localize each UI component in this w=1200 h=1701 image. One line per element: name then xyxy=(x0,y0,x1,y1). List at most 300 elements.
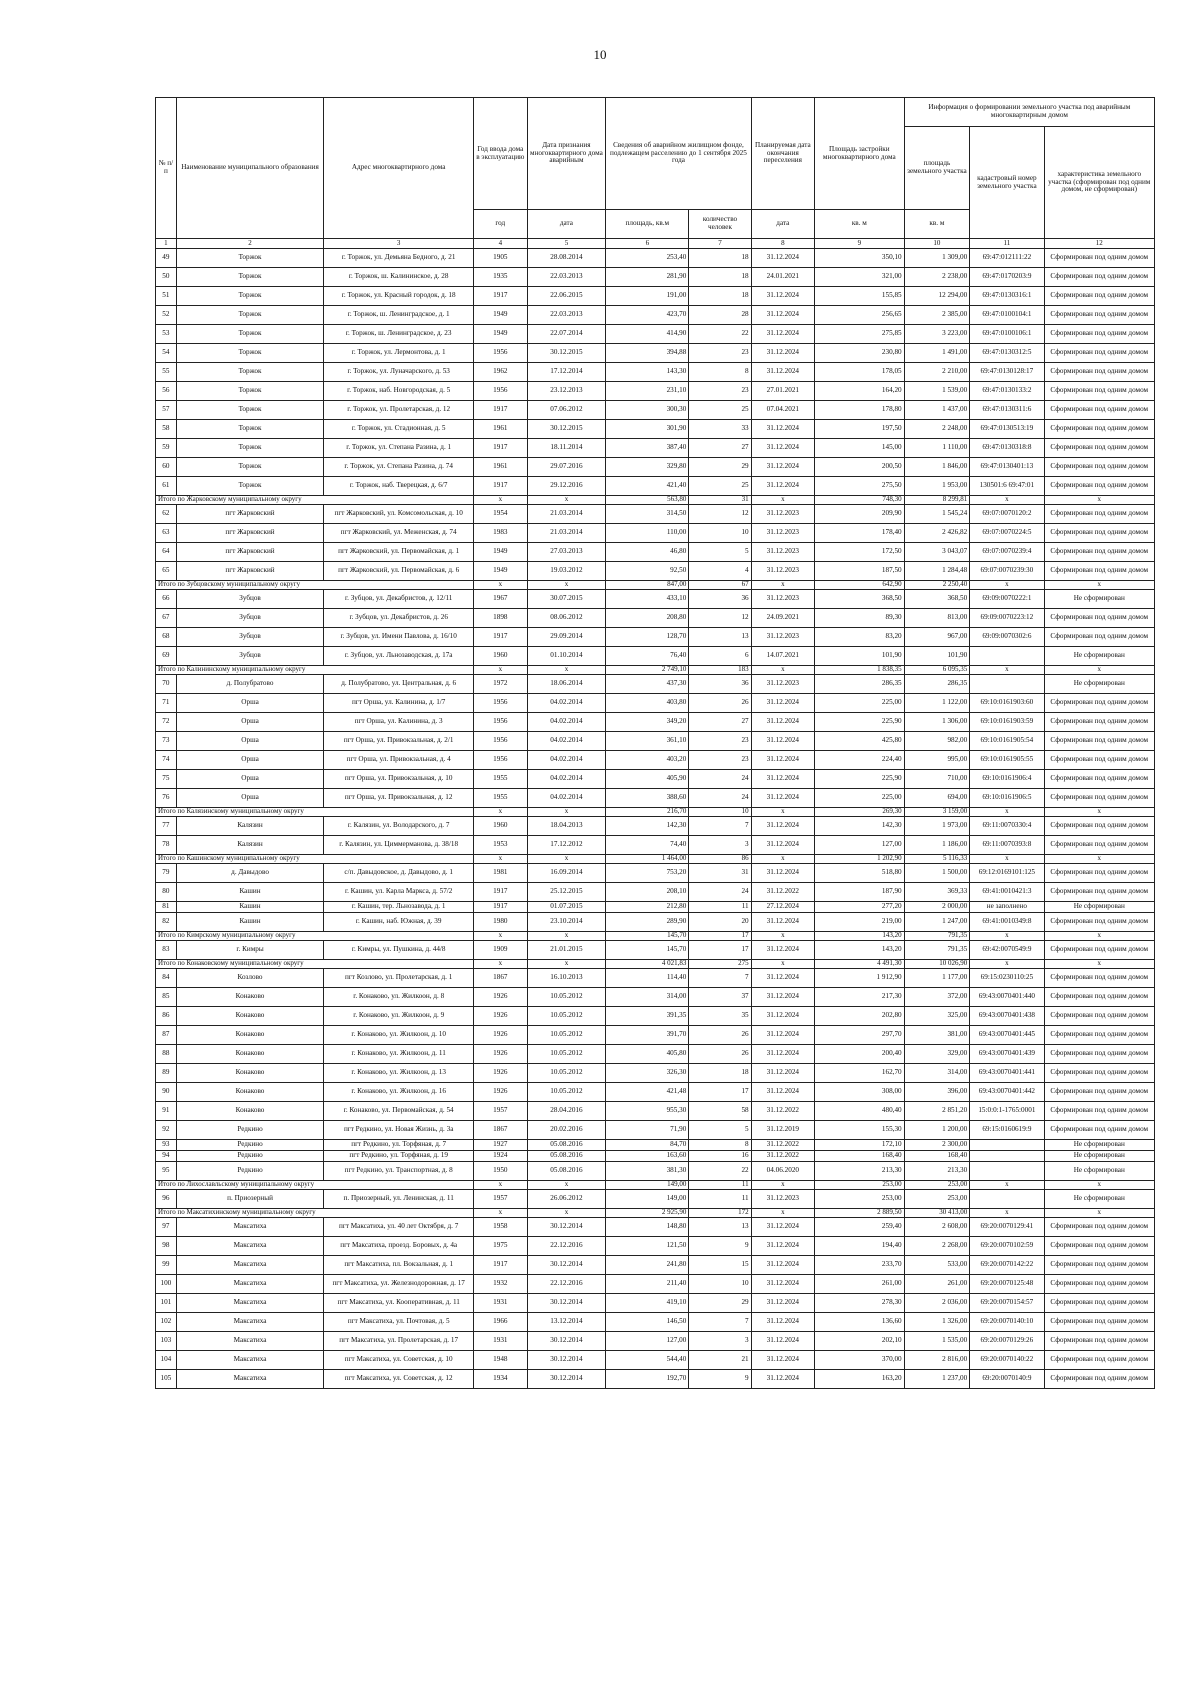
emergency-date: 17.12.2012 xyxy=(527,836,606,855)
resettlement-date: 31.12.2024 xyxy=(751,694,814,713)
address: пгт Редкино, ул. Торфяная, д. 19 xyxy=(324,1151,474,1162)
residents: 7 xyxy=(689,969,751,988)
subtotal-row xyxy=(156,1181,1155,1190)
plot-characteristic: Сформирован под одним домом xyxy=(1044,1218,1154,1237)
plot-area: 1 491,00 xyxy=(904,344,970,363)
housing-area: 391,70 xyxy=(606,1026,689,1045)
cadastral-number: 130501:6 69:47:01 xyxy=(970,477,1044,496)
plot-characteristic: Сформирован под одним домом xyxy=(1044,770,1154,789)
building-area: 1 912,90 xyxy=(815,969,905,988)
address: г. Конаково, ул. Жилкоон, д. 9 xyxy=(324,1007,474,1026)
emergency-date: 30.12.2015 xyxy=(527,344,606,363)
resettlement-date: 31.12.2024 xyxy=(751,1256,814,1275)
building-area: 350,10 xyxy=(815,249,905,268)
municipality: Калязин xyxy=(176,817,324,836)
housing-area: 433,10 xyxy=(606,590,689,609)
row-number: 81 xyxy=(156,902,177,913)
table-row xyxy=(156,1026,1155,1045)
cadastral-number: 69:10:0161905:54 xyxy=(970,732,1044,751)
emergency-date: 10.05.2012 xyxy=(527,988,606,1007)
cadastral-number: 69:20:0070154:57 xyxy=(970,1294,1044,1313)
municipality: Конаково xyxy=(176,1045,324,1064)
plot-area: 1 247,00 xyxy=(904,913,970,932)
header-resettlement-date: Планируемая дата окончания переселения xyxy=(751,98,814,210)
housing-area: 148,80 xyxy=(606,1218,689,1237)
emergency-date: 01.10.2014 xyxy=(527,647,606,666)
address: пгт Максатиха, ул. Пролетарская, д. 17 xyxy=(324,1332,474,1351)
year-built: 1935 xyxy=(474,268,528,287)
emergency-date: 10.05.2012 xyxy=(527,1045,606,1064)
plot-area: 368,50 xyxy=(904,590,970,609)
table-row xyxy=(156,287,1155,306)
plot-characteristic: Сформирован под одним домом xyxy=(1044,864,1154,883)
subtotal-value: 847,00 xyxy=(606,581,689,590)
municipality: Зубцов xyxy=(176,647,324,666)
year-built: 1927 xyxy=(474,1140,528,1151)
municipality: Редкино xyxy=(176,1162,324,1181)
resettlement-date: 31.12.2023 xyxy=(751,628,814,647)
housing-area: 71,90 xyxy=(606,1121,689,1140)
year-built: 1956 xyxy=(474,732,528,751)
subtotal-value: x xyxy=(970,932,1044,941)
year-built: 1954 xyxy=(474,505,528,524)
housing-area: 414,90 xyxy=(606,325,689,344)
column-number: 2 xyxy=(176,239,324,249)
municipality: Торжок xyxy=(176,325,324,344)
plot-characteristic: Сформирован под одним домом xyxy=(1044,458,1154,477)
residents: 9 xyxy=(689,1370,751,1389)
year-built: 1950 xyxy=(474,1162,528,1181)
table-row xyxy=(156,864,1155,883)
table-row xyxy=(156,941,1155,960)
residents: 25 xyxy=(689,477,751,496)
subtotal-value: x xyxy=(751,1181,814,1190)
municipality: Орша xyxy=(176,751,324,770)
building-area: 187,50 xyxy=(815,562,905,581)
housing-area: 381,30 xyxy=(606,1162,689,1181)
housing-area: 387,40 xyxy=(606,439,689,458)
row-number: 72 xyxy=(156,713,177,732)
table-row xyxy=(156,458,1155,477)
table-row xyxy=(156,969,1155,988)
year-built: 1909 xyxy=(474,941,528,960)
plot-area: 101,90 xyxy=(904,647,970,666)
header-municipality: Наименование муниципального образования xyxy=(176,98,324,239)
subtotal-row xyxy=(156,1209,1155,1218)
residents: 27 xyxy=(689,439,751,458)
plot-characteristic: Сформирован под одним домом xyxy=(1044,1237,1154,1256)
resettlement-date: 31.12.2024 xyxy=(751,325,814,344)
plot-area: 1 500,00 xyxy=(904,864,970,883)
address: г. Торжок, наб. Новгородская, д. 5 xyxy=(324,382,474,401)
resettlement-date: 31.12.2024 xyxy=(751,1294,814,1313)
cadastral-number: 69:47:012111:22 xyxy=(970,249,1044,268)
residents: 7 xyxy=(689,1313,751,1332)
row-number: 61 xyxy=(156,477,177,496)
address: г. Зубцов, ул. Декабристов, д. 12/11 xyxy=(324,590,474,609)
table-row xyxy=(156,1083,1155,1102)
row-number: 58 xyxy=(156,420,177,439)
cadastral-number: 69:42:0070549:9 xyxy=(970,941,1044,960)
subtotal-value: x xyxy=(474,808,528,817)
housing-area: 329,80 xyxy=(606,458,689,477)
address: г. Зубцов, ул. Декабристов, д. 26 xyxy=(324,609,474,628)
emergency-housing-table xyxy=(155,97,1155,1389)
emergency-date: 26.06.2012 xyxy=(527,1190,606,1209)
emergency-date: 21.03.2014 xyxy=(527,505,606,524)
building-area: 224,40 xyxy=(815,751,905,770)
residents: 8 xyxy=(689,363,751,382)
residents: 10 xyxy=(689,524,751,543)
year-built: 1956 xyxy=(474,344,528,363)
building-area: 230,80 xyxy=(815,344,905,363)
subtotal-value: x xyxy=(527,666,606,675)
table-row xyxy=(156,1218,1155,1237)
residents: 21 xyxy=(689,1351,751,1370)
year-built: 1967 xyxy=(474,590,528,609)
cadastral-number: 69:41:0010349:8 xyxy=(970,913,1044,932)
table-row xyxy=(156,883,1155,902)
cadastral-number: 15:0:0:1-1765:0001 xyxy=(970,1102,1044,1121)
cadastral-number: 69:47:0170203:9 xyxy=(970,268,1044,287)
resettlement-date: 31.12.2023 xyxy=(751,562,814,581)
building-area: 225,90 xyxy=(815,713,905,732)
subtotal-value: 6 095,35 xyxy=(904,666,970,675)
building-area: 297,70 xyxy=(815,1026,905,1045)
resettlement-date: 31.12.2024 xyxy=(751,913,814,932)
housing-area: 121,50 xyxy=(606,1237,689,1256)
plot-area: 1 177,00 xyxy=(904,969,970,988)
cadastral-number: 69:07:0070239:30 xyxy=(970,562,1044,581)
plot-area: 1 122,00 xyxy=(904,694,970,713)
resettlement-date: 31.12.2024 xyxy=(751,1083,814,1102)
cadastral-number: 69:20:0070140:10 xyxy=(970,1313,1044,1332)
row-number: 89 xyxy=(156,1064,177,1083)
cadastral-number xyxy=(970,675,1044,694)
resettlement-date: 31.12.2024 xyxy=(751,1237,814,1256)
cadastral-number: 69:20:0070142:22 xyxy=(970,1256,1044,1275)
subtotal-label: Итого по Кашинскому муниципальному округу xyxy=(156,855,474,864)
plot-characteristic: Сформирован под одним домом xyxy=(1044,505,1154,524)
housing-area: 145,70 xyxy=(606,941,689,960)
address: пгт Орша, ул. Привокзальная, д. 2/1 xyxy=(324,732,474,751)
housing-area: 326,30 xyxy=(606,1064,689,1083)
cadastral-number: 69:47:0130312:5 xyxy=(970,344,1044,363)
plot-area: 533,00 xyxy=(904,1256,970,1275)
resettlement-date: 31.12.2024 xyxy=(751,1007,814,1026)
address: г. Торжок, ш. Ленинградское, д. 23 xyxy=(324,325,474,344)
address: г. Торжок, ул. Луначарского, д. 53 xyxy=(324,363,474,382)
housing-area: 128,70 xyxy=(606,628,689,647)
resettlement-date: 31.12.2024 xyxy=(751,817,814,836)
year-built: 1975 xyxy=(474,1237,528,1256)
housing-area: 114,40 xyxy=(606,969,689,988)
subtotal-value: 275 xyxy=(689,960,751,969)
plot-characteristic: Сформирован под одним домом xyxy=(1044,524,1154,543)
year-built: 1931 xyxy=(474,1294,528,1313)
year-built: 1956 xyxy=(474,694,528,713)
municipality: Зубцов xyxy=(176,628,324,647)
address: г. Калязин, ул. Циммерманова, д. 38/18 xyxy=(324,836,474,855)
subtotal-value: 86 xyxy=(689,855,751,864)
building-area: 178,05 xyxy=(815,363,905,382)
cadastral-number: 69:20:0070125:48 xyxy=(970,1275,1044,1294)
row-number: 105 xyxy=(156,1370,177,1389)
subtotal-value: x xyxy=(1044,581,1154,590)
residents: 35 xyxy=(689,1007,751,1026)
address: г. Торжок, ш. Калининское, д. 28 xyxy=(324,268,474,287)
cadastral-number: 69:11:0070393:8 xyxy=(970,836,1044,855)
table-row xyxy=(156,1237,1155,1256)
resettlement-date: 31.12.2024 xyxy=(751,439,814,458)
row-number: 60 xyxy=(156,458,177,477)
building-area: 202,10 xyxy=(815,1332,905,1351)
cadastral-number: 69:41:0010421:3 xyxy=(970,883,1044,902)
table-row xyxy=(156,902,1155,913)
cadastral-number: 69:47:0100104:1 xyxy=(970,306,1044,325)
table-row xyxy=(156,562,1155,581)
subtotal-value: x xyxy=(474,932,528,941)
plot-area: 813,00 xyxy=(904,609,970,628)
subtotal-value: x xyxy=(527,855,606,864)
emergency-date: 30.12.2014 xyxy=(527,1351,606,1370)
table-row xyxy=(156,344,1155,363)
cadastral-number xyxy=(970,1140,1044,1151)
emergency-date: 16.09.2014 xyxy=(527,864,606,883)
row-number: 93 xyxy=(156,1140,177,1151)
header-number: № п/п xyxy=(156,98,177,239)
year-built: 1961 xyxy=(474,420,528,439)
plot-area: 791,35 xyxy=(904,941,970,960)
residents: 6 xyxy=(689,647,751,666)
building-area: 172,10 xyxy=(815,1140,905,1151)
cadastral-number: 69:10:0161903:60 xyxy=(970,694,1044,713)
row-number: 57 xyxy=(156,401,177,420)
municipality: Конаково xyxy=(176,1083,324,1102)
housing-area: 110,00 xyxy=(606,524,689,543)
plot-characteristic: Не сформирован xyxy=(1044,1140,1154,1151)
resettlement-date: 31.12.2024 xyxy=(751,751,814,770)
row-number: 63 xyxy=(156,524,177,543)
building-area: 200,50 xyxy=(815,458,905,477)
building-area: 145,00 xyxy=(815,439,905,458)
plot-characteristic: Сформирован под одним домом xyxy=(1044,1351,1154,1370)
residents: 29 xyxy=(689,458,751,477)
subtotal-row xyxy=(156,855,1155,864)
emergency-date: 18.11.2014 xyxy=(527,439,606,458)
cadastral-number: 69:20:0070129:41 xyxy=(970,1218,1044,1237)
row-number: 79 xyxy=(156,864,177,883)
cadastral-number: 69:20:0070140:9 xyxy=(970,1370,1044,1389)
row-number: 80 xyxy=(156,883,177,902)
row-number: 76 xyxy=(156,789,177,808)
plot-area: 694,00 xyxy=(904,789,970,808)
subtotal-value: 1 464,00 xyxy=(606,855,689,864)
emergency-date: 18.06.2014 xyxy=(527,675,606,694)
building-area: 277,20 xyxy=(815,902,905,913)
row-number: 82 xyxy=(156,913,177,932)
municipality: Калязин xyxy=(176,836,324,855)
address: г. Торжок, ш. Ленинградское, д. 1 xyxy=(324,306,474,325)
subtotal-value: 642,90 xyxy=(815,581,905,590)
municipality: Редкино xyxy=(176,1151,324,1162)
building-area: 425,80 xyxy=(815,732,905,751)
subtotal-value: x xyxy=(474,581,528,590)
building-area: 259,40 xyxy=(815,1218,905,1237)
residents: 13 xyxy=(689,628,751,647)
header-housing-info: Сведения об аварийном жилищном фонде, подлежащем расселению до 1 сентября 2025 года xyxy=(606,98,751,210)
column-number: 4 xyxy=(474,239,528,249)
plot-characteristic: Сформирован под одним домом xyxy=(1044,306,1154,325)
plot-characteristic: Сформирован под одним домом xyxy=(1044,1064,1154,1083)
plot-characteristic: Не сформирован xyxy=(1044,675,1154,694)
municipality: Максатиха xyxy=(176,1218,324,1237)
plot-characteristic: Сформирован под одним домом xyxy=(1044,363,1154,382)
housing-area: 74,40 xyxy=(606,836,689,855)
cadastral-number: 69:47:0100106:1 xyxy=(970,325,1044,344)
address: г. Калязин, ул. Володарского, д. 7 xyxy=(324,817,474,836)
plot-characteristic: Сформирован под одним домом xyxy=(1044,628,1154,647)
emergency-date: 30.12.2014 xyxy=(527,1370,606,1389)
residents: 22 xyxy=(689,1162,751,1181)
address: г. Торжок, ул. Демьяна Бедного, д. 21 xyxy=(324,249,474,268)
building-area: 278,30 xyxy=(815,1294,905,1313)
year-built: 1957 xyxy=(474,1102,528,1121)
subtotal-value: x xyxy=(751,808,814,817)
municipality: Торжок xyxy=(176,249,324,268)
municipality: Торжок xyxy=(176,477,324,496)
residents: 22 xyxy=(689,325,751,344)
subtotal-value: 2 749,10 xyxy=(606,666,689,675)
plot-area: 982,00 xyxy=(904,732,970,751)
resettlement-date: 31.12.2023 xyxy=(751,1190,814,1209)
plot-characteristic: Не сформирован xyxy=(1044,1162,1154,1181)
housing-area: 421,40 xyxy=(606,477,689,496)
table-row xyxy=(156,268,1155,287)
year-built: 1953 xyxy=(474,836,528,855)
plot-characteristic: Не сформирован xyxy=(1044,1151,1154,1162)
housing-area: 146,50 xyxy=(606,1313,689,1332)
row-number: 84 xyxy=(156,969,177,988)
resettlement-date: 31.12.2024 xyxy=(751,1275,814,1294)
cadastral-number: 69:10:0161903:59 xyxy=(970,713,1044,732)
resettlement-date: 31.12.2024 xyxy=(751,988,814,1007)
address: г. Торжок, ул. Красный городок, д. 18 xyxy=(324,287,474,306)
row-number: 50 xyxy=(156,268,177,287)
subtotal-value: x xyxy=(970,960,1044,969)
residents: 5 xyxy=(689,543,751,562)
table-row xyxy=(156,836,1155,855)
municipality: Редкино xyxy=(176,1121,324,1140)
address: пгт Максатиха, ул. 40 лет Октября, д. 7 xyxy=(324,1218,474,1237)
row-number: 55 xyxy=(156,363,177,382)
table-row xyxy=(156,751,1155,770)
year-built: 1917 xyxy=(474,628,528,647)
resettlement-date: 14.07.2021 xyxy=(751,647,814,666)
table-row xyxy=(156,590,1155,609)
cadastral-number xyxy=(970,1151,1044,1162)
plot-characteristic: Сформирован под одним домом xyxy=(1044,420,1154,439)
resettlement-date: 31.12.2019 xyxy=(751,1121,814,1140)
housing-area: 314,50 xyxy=(606,505,689,524)
building-area: 217,30 xyxy=(815,988,905,1007)
year-built: 1905 xyxy=(474,249,528,268)
subtotal-value: x xyxy=(970,855,1044,864)
residents: 11 xyxy=(689,902,751,913)
cadastral-number: 69:10:0161906:4 xyxy=(970,770,1044,789)
municipality: Конаково xyxy=(176,1102,324,1121)
row-number: 85 xyxy=(156,988,177,1007)
building-area: 321,00 xyxy=(815,268,905,287)
municipality: Кашин xyxy=(176,902,324,913)
subtotal-label: Итого по Зубцовскому муниципальному округу xyxy=(156,581,474,590)
unit-date: дата xyxy=(751,210,814,239)
subtotal-value: x xyxy=(751,496,814,505)
municipality: Орша xyxy=(176,694,324,713)
row-number: 53 xyxy=(156,325,177,344)
cadastral-number: 69:15:0160619:9 xyxy=(970,1121,1044,1140)
resettlement-date: 31.12.2024 xyxy=(751,1026,814,1045)
row-number: 104 xyxy=(156,1351,177,1370)
cadastral-number: 69:43:0070401:442 xyxy=(970,1083,1044,1102)
cadastral-number: 69:20:0070129:26 xyxy=(970,1332,1044,1351)
unit-sqm: кв. м xyxy=(815,210,905,239)
cadastral-number: 69:47:0130513:19 xyxy=(970,420,1044,439)
municipality: Максатиха xyxy=(176,1237,324,1256)
plot-characteristic: Не сформирован xyxy=(1044,590,1154,609)
subtotal-value: 269,30 xyxy=(815,808,905,817)
plot-characteristic: Сформирован под одним домом xyxy=(1044,1007,1154,1026)
building-area: 370,00 xyxy=(815,1351,905,1370)
cadastral-number: 69:09:0070223:12 xyxy=(970,609,1044,628)
emergency-date: 30.12.2014 xyxy=(527,1294,606,1313)
emergency-date: 10.05.2012 xyxy=(527,1007,606,1026)
subtotal-value: x xyxy=(751,1209,814,1218)
plot-area: 3 043,07 xyxy=(904,543,970,562)
address: пгт Жарковский, ул. Первомайская, д. 6 xyxy=(324,562,474,581)
housing-area: 544,40 xyxy=(606,1351,689,1370)
column-number: 9 xyxy=(815,239,905,249)
row-number: 92 xyxy=(156,1121,177,1140)
municipality: Конаково xyxy=(176,1026,324,1045)
subtotal-value: 145,70 xyxy=(606,932,689,941)
subtotal-value: 216,70 xyxy=(606,808,689,817)
subtotal-value: x xyxy=(970,1181,1044,1190)
header-cadastral-number: кадастровый номер земельного участка xyxy=(970,127,1044,239)
subtotal-value: 67 xyxy=(689,581,751,590)
building-area: 518,80 xyxy=(815,864,905,883)
resettlement-date: 31.12.2024 xyxy=(751,1313,814,1332)
building-area: 136,60 xyxy=(815,1313,905,1332)
plot-area: 1 953,00 xyxy=(904,477,970,496)
subtotal-value: x xyxy=(1044,808,1154,817)
plot-area: 329,00 xyxy=(904,1045,970,1064)
row-number: 96 xyxy=(156,1190,177,1209)
subtotal-value: 10 xyxy=(689,808,751,817)
row-number: 87 xyxy=(156,1026,177,1045)
resettlement-date: 31.12.2023 xyxy=(751,543,814,562)
year-built: 1981 xyxy=(474,864,528,883)
address: г. Конаково, ул. Жилкоон, д. 11 xyxy=(324,1045,474,1064)
housing-area: 388,60 xyxy=(606,789,689,808)
table-row xyxy=(156,1007,1155,1026)
plot-area: 1 186,00 xyxy=(904,836,970,855)
table-row xyxy=(156,1294,1155,1313)
plot-characteristic: Сформирован под одним домом xyxy=(1044,713,1154,732)
subtotal-value: x xyxy=(751,960,814,969)
plot-area: 381,00 xyxy=(904,1026,970,1045)
resettlement-date: 31.12.2024 xyxy=(751,864,814,883)
